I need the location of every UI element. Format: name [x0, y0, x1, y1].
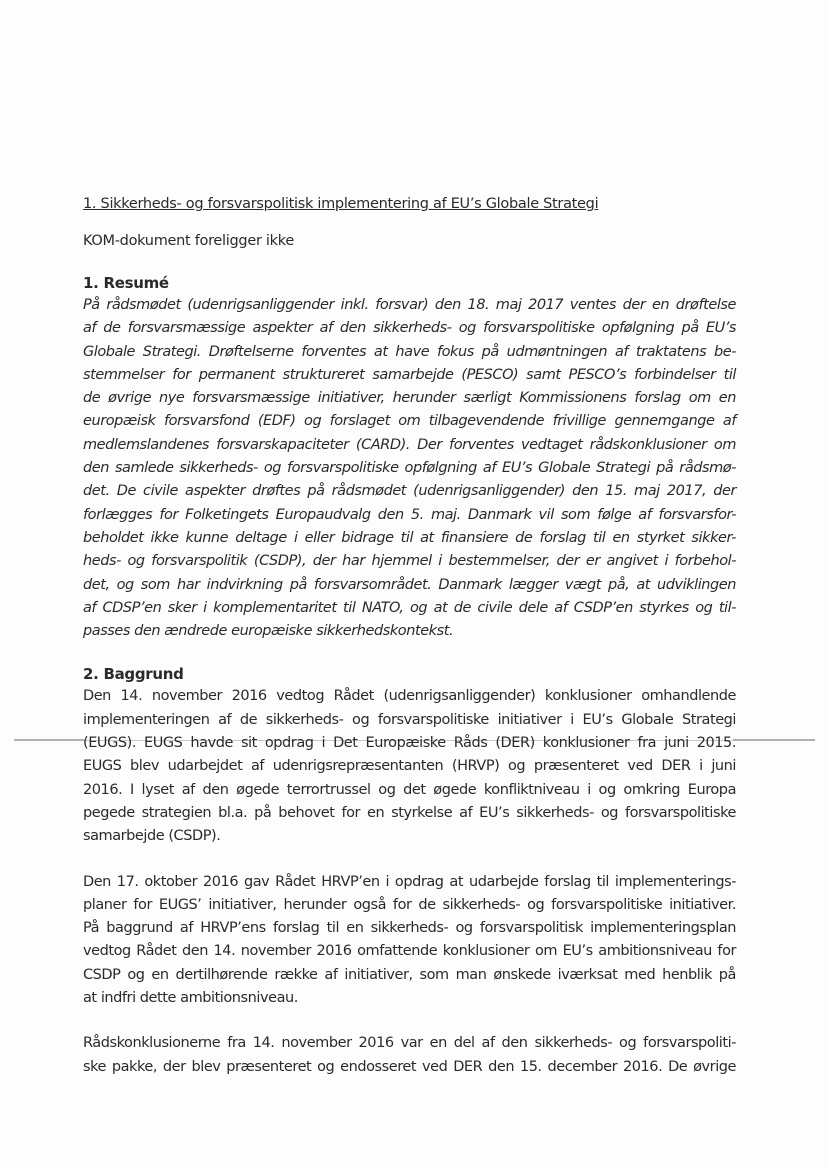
text-line: stemmelser for permanent struktureret samarbejde (PESCO) samt PESCO’s forbindelser til	[83, 366, 736, 383]
text-line: På rådsmødet (udenrigsanliggender inkl. forsvar) den 18. maj 2017 ventes der en drøftelse	[83, 297, 736, 313]
text-line: medlemslandenes forsvarskapaciteter (CARD). Der forventes vedtaget rådskonklusioner om	[83, 436, 736, 453]
text-line: Den 17. oktober 2016 gav Rådet HRVP’en i opdrag at udarbejde forslag til implementerings-	[83, 873, 736, 890]
text-line: (EUGS). EUGS havde sit opdrag i Det Europæiske Råds (DER) konklusioner fra juni 2015.	[83, 735, 736, 752]
text-line: planer for EUGS’ initiativer, herunder også for de sikkerheds- og forsvarspolitiske initiativer.	[83, 896, 736, 913]
text-line: forlægges for Folketingets Europaudvalg den 5. maj. Danmark vil som følge af forsvarsfor-	[83, 506, 736, 523]
text-line: beholdet ikke kunne deltage i eller bidrage til at finansiere de forslag til en styrket sikker-	[83, 529, 736, 546]
body-paragraph	[83, 1032, 736, 1079]
body-paragraph	[83, 685, 736, 848]
text-line: europæisk forsvarsfond (EDF) og forslaget om tilbagevendende frivillige gennemgange af	[83, 413, 736, 430]
text-line: vedtog Rådet den 14. november 2016 omfattende konklusioner om EU’s ambitionsniveau for	[83, 943, 736, 960]
text-line: pegede strategien bl.a. på behovet for en styrkelse af EU’s sikkerheds- og forsvarspolitiske	[83, 804, 736, 821]
body-paragraph	[83, 871, 736, 1011]
text-line: 2016. I lyset af den øgede terrortrussel og det øgede konfliktniveau i og omkring Europa	[83, 781, 736, 798]
resume-paragraph	[83, 294, 736, 643]
text-line: EUGS blev udarbejdet af udenrigsrepræsentanten (HRVP) og præsenteret ved DER i juni	[83, 758, 736, 775]
paragraph-gap	[83, 1010, 736, 1032]
com-document-note: KOM-dokument foreligger ikke	[83, 233, 294, 249]
text-line: de øvrige nye forsvarsmæssige initiativer, herunder særligt Kommissionens forslag om en	[83, 390, 736, 407]
text-line: Rådskonklusionerne fra 14. november 2016 var en del af den sikkerheds- og forsvarspoliti-	[83, 1035, 736, 1052]
text-line: heds- og forsvarspolitik (CSDP), der har hjemmel i bestemmelser, der er angivet i forbehol-	[83, 553, 736, 570]
text-line: det. De civile aspekter drøftes på rådsmødet (udenrigsanliggender) den 15. maj 2017, der	[83, 483, 736, 500]
scan-artifact-line-right	[733, 739, 815, 741]
section-resume	[83, 272, 736, 643]
text-line: ske pakke, der blev præsenteret og endosseret ved DER den 15. december 2016. De øvrige	[83, 1058, 736, 1075]
document-page	[83, 193, 736, 1079]
scan-artifact-line-left	[14, 739, 84, 741]
text-line: det, og som har indvirkning på forsvarsområdet. Danmark lægger vægt på, at udviklingen	[83, 576, 736, 593]
text-line: af de forsvarsmæssige aspekter af den sikkerheds- og forsvarspolitiske opfølgning på EU’s	[83, 320, 736, 337]
section-baggrund	[83, 663, 736, 1078]
text-line: implementeringen af de sikkerheds- og forsvarspolitiske initiativer i EU’s Globale Strategi	[83, 711, 736, 728]
text-line: af CDSP’en sker i komplementaritet til NATO, og at de civile dele af CSDP’en styrkes og til-	[83, 599, 736, 616]
paragraph-gap	[83, 849, 736, 871]
section-heading: 2. Baggrund	[83, 665, 184, 684]
text-line: passes den ændrede europæiske sikkerhedskontekst.	[83, 623, 454, 640]
text-line: den samlede sikkerheds- og forsvarspolitiske opfølgning af EU’s Globale Strategi på rådsmø-	[83, 460, 736, 477]
text-line: På baggrund af HRVP’ens forslag til en sikkerheds- og forsvarspolitisk implementeringsplan	[83, 920, 736, 937]
text-line: Globale Strategi. Drøftelserne forventes at have fokus på udmøntningen af traktatens be-	[83, 343, 736, 360]
section-heading: 1. Resumé	[83, 274, 169, 292]
text-line: CSDP og en dertilhørende række af initiativer, som man ønskede iværksat med henblik på	[83, 966, 736, 983]
document-title: 1. Sikkerheds- og forsvarspolitisk implementering af EU’s Globale Strategi	[83, 196, 599, 212]
text-line: Den 14. november 2016 vedtog Rådet (udenrigsanliggender) konklusioner omhandlende	[83, 688, 736, 705]
text-line: samarbejde (CSDP).	[83, 828, 221, 845]
text-line: at indfri dette ambitionsniveau.	[83, 990, 298, 1007]
